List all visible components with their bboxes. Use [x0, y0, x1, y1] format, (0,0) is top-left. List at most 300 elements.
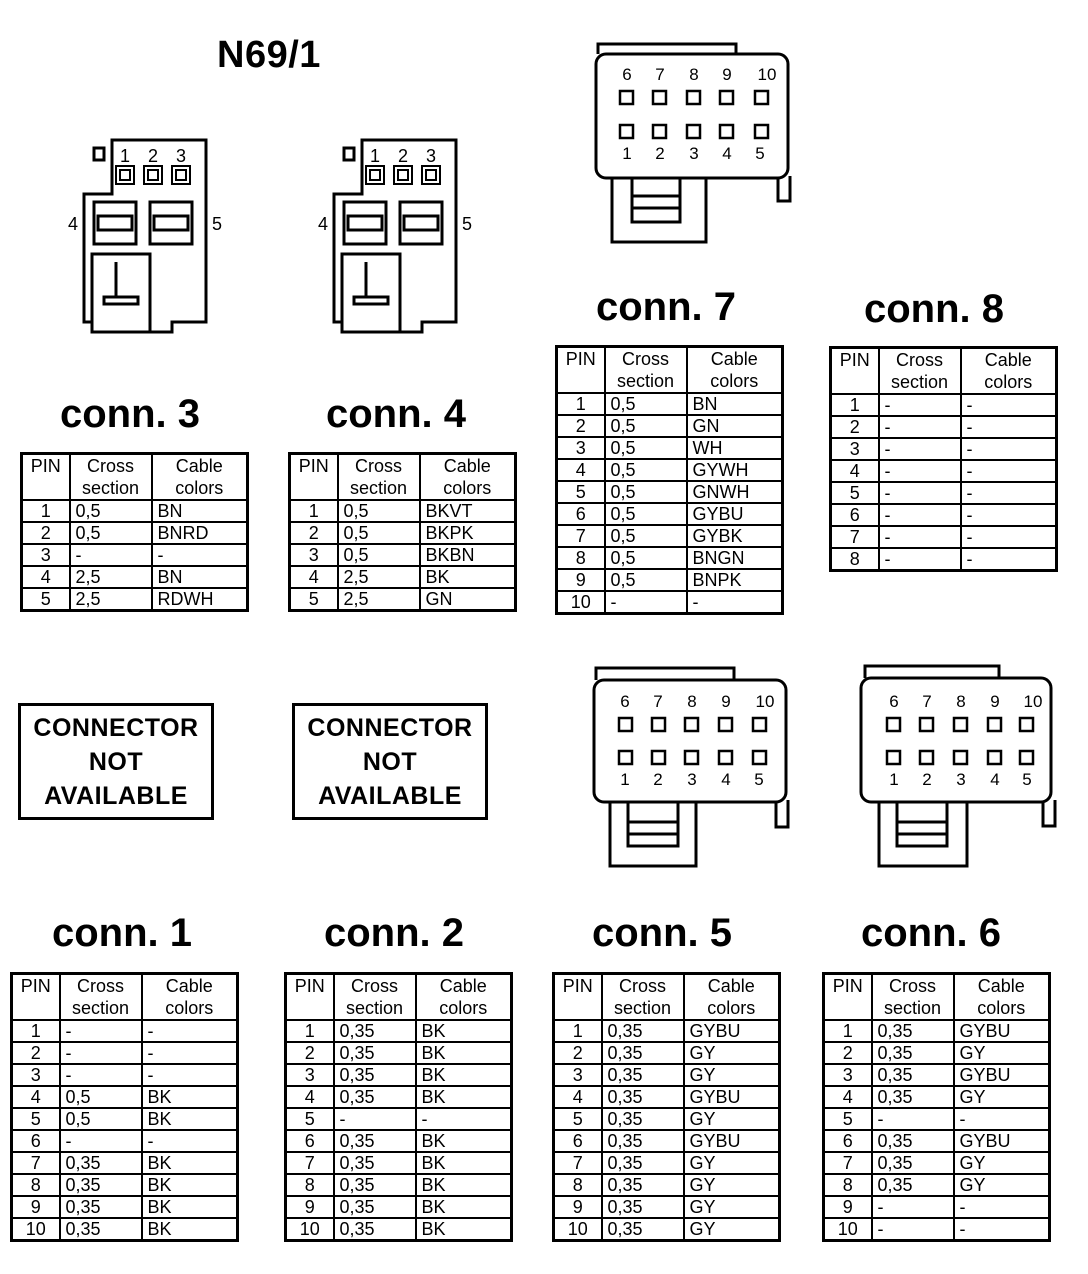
- table-row: [554, 1196, 780, 1218]
- pin-number-cell: 3: [824, 1064, 872, 1086]
- cable-colors-header: Cable colors: [687, 347, 783, 394]
- pin-number-cell: 1: [554, 1020, 602, 1042]
- table-row: [824, 1174, 1050, 1196]
- cross-section-cell: 0,35: [334, 1086, 416, 1108]
- table-row: [831, 460, 1057, 482]
- pin-number-cell: 10: [557, 591, 605, 614]
- cross-section-header: Cross section: [879, 348, 961, 395]
- cable-color-cell: GY: [954, 1086, 1050, 1108]
- cable-color-cell: GYBU: [684, 1130, 780, 1152]
- cable-color-cell: BK: [142, 1218, 238, 1241]
- cable-color-cell: BK: [420, 566, 516, 588]
- pin-label: 10: [1023, 692, 1043, 711]
- table-row: [557, 393, 783, 415]
- cross-section-cell: -: [879, 460, 961, 482]
- cross-section-cell: 0,5: [70, 500, 152, 522]
- cross-section-cell: 0,5: [605, 481, 687, 503]
- pin-number-cell: 1: [22, 500, 70, 522]
- table-header-row: [824, 974, 1050, 1021]
- cross-section-cell: 0,35: [334, 1042, 416, 1064]
- cable-color-cell: -: [142, 1130, 238, 1152]
- cross-section-cell: 0,5: [605, 503, 687, 525]
- pin-number-cell: 4: [286, 1086, 334, 1108]
- cross-section-cell: 0,5: [605, 569, 687, 591]
- cross-section-cell: 0,35: [872, 1152, 954, 1174]
- cable-color-cell: -: [954, 1108, 1050, 1130]
- table-row: [286, 1152, 512, 1174]
- pin-number-cell: 8: [824, 1174, 872, 1196]
- conn3-pin-table: [20, 452, 249, 612]
- table-row: [554, 1020, 780, 1042]
- cable-color-cell: BN: [152, 500, 248, 522]
- table-row: [824, 1130, 1050, 1152]
- cross-section-cell: -: [879, 394, 961, 416]
- pin-label: 5: [755, 144, 765, 163]
- table-row: [12, 1152, 238, 1174]
- pin-number-cell: 7: [554, 1152, 602, 1174]
- connector-1-not-available-box: [18, 703, 214, 820]
- pin-number-cell: 8: [557, 547, 605, 569]
- table-row: [557, 525, 783, 547]
- pin-label: 3: [687, 770, 697, 789]
- pin-number-cell: 10: [12, 1218, 60, 1241]
- cable-color-cell: -: [961, 526, 1057, 548]
- pin-label: 5: [1022, 770, 1032, 789]
- table-row: [831, 438, 1057, 460]
- pin-label: 4: [990, 770, 1000, 789]
- pin-label: 3: [689, 144, 699, 163]
- cross-section-cell: 0,35: [872, 1064, 954, 1086]
- cable-color-cell: BKPK: [420, 522, 516, 544]
- pin-label: 10: [757, 65, 777, 84]
- not-available-line2: NOT: [362, 747, 418, 776]
- pin-label: 2: [147, 146, 159, 166]
- cable-color-cell: GY: [684, 1108, 780, 1130]
- cable-color-cell: BKBN: [420, 544, 516, 566]
- connector-5-drawing: [588, 662, 803, 872]
- table-row: [831, 394, 1057, 416]
- cable-color-cell: -: [687, 591, 783, 614]
- pin-number-cell: 7: [831, 526, 879, 548]
- cross-section-cell: 0,35: [602, 1196, 684, 1218]
- cross-section-header: Cross section: [338, 454, 420, 501]
- pin-label: 7: [655, 65, 665, 84]
- table-row: [557, 459, 783, 481]
- cross-section-cell: 0,35: [602, 1064, 684, 1086]
- pin-header: PIN: [554, 974, 602, 1021]
- pin-label: 4: [721, 770, 731, 789]
- cross-section-cell: 0,5: [605, 437, 687, 459]
- cross-section-cell: 0,35: [602, 1086, 684, 1108]
- pin-label: 5: [211, 214, 223, 234]
- pin-number-cell: 5: [22, 588, 70, 611]
- table-row: [290, 522, 516, 544]
- pin-number-cell: 6: [12, 1130, 60, 1152]
- cross-section-cell: -: [872, 1108, 954, 1130]
- cable-colors-header: Cable colors: [152, 454, 248, 501]
- cross-section-header: Cross section: [334, 974, 416, 1021]
- table-row: [22, 500, 248, 522]
- pin-number-cell: 8: [12, 1174, 60, 1196]
- pin-number-cell: 6: [557, 503, 605, 525]
- cross-section-cell: 0,5: [605, 459, 687, 481]
- pin-number-cell: 1: [286, 1020, 334, 1042]
- table-row: [831, 482, 1057, 504]
- table-row: [290, 588, 516, 611]
- pin-label: 7: [653, 692, 663, 711]
- pin-label: 2: [653, 770, 663, 789]
- cross-section-cell: 0,35: [872, 1020, 954, 1042]
- table-row: [12, 1108, 238, 1130]
- pin-number-cell: 3: [554, 1064, 602, 1086]
- pin-number-cell: 7: [557, 525, 605, 547]
- table-row: [557, 547, 783, 569]
- cable-color-cell: GYBU: [954, 1130, 1050, 1152]
- cross-section-cell: -: [879, 504, 961, 526]
- table-header-row: [290, 454, 516, 501]
- cross-section-cell: 0,5: [60, 1108, 142, 1130]
- not-available-line1: CONNECTOR: [33, 713, 199, 742]
- pin-label: 1: [369, 146, 381, 166]
- pin-label: 7: [922, 692, 932, 711]
- table-row: [286, 1020, 512, 1042]
- cross-section-cell: 0,35: [60, 1218, 142, 1241]
- table-row: [22, 588, 248, 611]
- table-row: [824, 1086, 1050, 1108]
- table-row: [290, 544, 516, 566]
- pin-number-cell: 1: [824, 1020, 872, 1042]
- pin-label: 8: [687, 692, 697, 711]
- table-row: [557, 481, 783, 503]
- pin-label: 5: [754, 770, 764, 789]
- cross-section-cell: 0,35: [334, 1020, 416, 1042]
- pin-label: 1: [620, 770, 630, 789]
- pin-number-cell: 2: [824, 1042, 872, 1064]
- table-row: [824, 1064, 1050, 1086]
- pin-number-cell: 2: [12, 1042, 60, 1064]
- table-header-row: [12, 974, 238, 1021]
- cross-section-header: Cross section: [70, 454, 152, 501]
- not-available-line3: AVAILABLE: [318, 781, 462, 810]
- conn5-title: conn. 5: [592, 911, 733, 955]
- pin-number-cell: 8: [286, 1174, 334, 1196]
- table-header-row: [557, 347, 783, 394]
- cable-color-cell: BK: [416, 1064, 512, 1086]
- pin-number-cell: 2: [290, 522, 338, 544]
- conn7-title: conn. 7: [596, 285, 737, 329]
- cable-color-cell: -: [961, 394, 1057, 416]
- pin-number-cell: 4: [557, 459, 605, 481]
- table-row: [554, 1218, 780, 1241]
- table-row: [12, 1042, 238, 1064]
- cross-section-cell: 0,35: [334, 1130, 416, 1152]
- not-available-line2: NOT: [88, 747, 144, 776]
- pin-number-cell: 10: [554, 1218, 602, 1241]
- cable-colors-header: Cable colors: [416, 974, 512, 1021]
- pin-label: 4: [317, 214, 329, 234]
- table-row: [554, 1108, 780, 1130]
- connector-3-drawing: [60, 132, 240, 342]
- pin-header: PIN: [12, 974, 60, 1021]
- pin-label: 4: [67, 214, 79, 234]
- cross-section-cell: 0,35: [602, 1020, 684, 1042]
- cross-section-cell: 0,35: [872, 1086, 954, 1108]
- cross-section-cell: 0,35: [602, 1130, 684, 1152]
- cable-color-cell: GY: [684, 1064, 780, 1086]
- pin-number-cell: 7: [286, 1152, 334, 1174]
- table-header-row: [286, 974, 512, 1021]
- cross-section-cell: -: [872, 1218, 954, 1241]
- cable-color-cell: GYBU: [954, 1064, 1050, 1086]
- cable-color-cell: BK: [416, 1174, 512, 1196]
- pin-number-cell: 9: [554, 1196, 602, 1218]
- pin-header: PIN: [22, 454, 70, 501]
- pin-label: 6: [620, 692, 630, 711]
- cross-section-cell: 0,5: [338, 544, 420, 566]
- pin-number-cell: 3: [12, 1064, 60, 1086]
- cross-section-cell: 2,5: [70, 566, 152, 588]
- table-row: [286, 1064, 512, 1086]
- cross-section-cell: 2,5: [338, 588, 420, 611]
- table-row: [12, 1020, 238, 1042]
- cable-color-cell: -: [961, 438, 1057, 460]
- pin-label: 1: [889, 770, 899, 789]
- cross-section-cell: 0,35: [60, 1152, 142, 1174]
- cable-color-cell: BK: [416, 1152, 512, 1174]
- page-title: N69/1: [217, 34, 321, 76]
- pin-number-cell: 6: [824, 1130, 872, 1152]
- table-row: [557, 503, 783, 525]
- cable-color-cell: BNGN: [687, 547, 783, 569]
- cable-color-cell: GYBU: [954, 1020, 1050, 1042]
- table-row: [554, 1152, 780, 1174]
- table-row: [286, 1218, 512, 1241]
- pin-number-cell: 2: [554, 1042, 602, 1064]
- table-row: [286, 1196, 512, 1218]
- pin-label: 2: [922, 770, 932, 789]
- table-row: [831, 504, 1057, 526]
- cable-colors-header: Cable colors: [142, 974, 238, 1021]
- cross-section-cell: 0,5: [70, 522, 152, 544]
- pin-number-cell: 1: [290, 500, 338, 522]
- cable-color-cell: GY: [684, 1174, 780, 1196]
- cross-section-cell: 2,5: [338, 566, 420, 588]
- cable-color-cell: GY: [684, 1218, 780, 1241]
- cross-section-cell: -: [879, 526, 961, 548]
- table-row: [824, 1020, 1050, 1042]
- cross-section-cell: 0,35: [334, 1152, 416, 1174]
- pin-label: 1: [622, 144, 632, 163]
- table-header-row: [22, 454, 248, 501]
- pin-number-cell: 6: [286, 1130, 334, 1152]
- pin-number-cell: 9: [12, 1196, 60, 1218]
- conn6-title: conn. 6: [861, 911, 1002, 955]
- pin-number-cell: 8: [831, 548, 879, 571]
- pin-header: PIN: [557, 347, 605, 394]
- conn7-pin-table: [555, 345, 784, 615]
- cable-color-cell: BK: [142, 1086, 238, 1108]
- cross-section-header: Cross section: [872, 974, 954, 1021]
- pin-number-cell: 9: [824, 1196, 872, 1218]
- connector-2-not-available-box: [292, 703, 488, 820]
- cable-color-cell: BNRD: [152, 522, 248, 544]
- conn2-title: conn. 2: [324, 911, 465, 955]
- cross-section-cell: -: [60, 1130, 142, 1152]
- cross-section-cell: -: [879, 416, 961, 438]
- not-available-line1: CONNECTOR: [307, 713, 473, 742]
- cross-section-header: Cross section: [605, 347, 687, 394]
- conn4-pin-table: [288, 452, 517, 612]
- pin-number-cell: 7: [824, 1152, 872, 1174]
- pin-number-cell: 5: [831, 482, 879, 504]
- cable-color-cell: BK: [416, 1086, 512, 1108]
- cable-color-cell: -: [961, 504, 1057, 526]
- cable-color-cell: -: [961, 416, 1057, 438]
- pin-number-cell: 1: [12, 1020, 60, 1042]
- cable-color-cell: BK: [416, 1130, 512, 1152]
- connector-7-drawing: [590, 36, 805, 246]
- cable-color-cell: -: [142, 1020, 238, 1042]
- table-row: [290, 566, 516, 588]
- table-row: [12, 1086, 238, 1108]
- cable-color-cell: GY: [954, 1174, 1050, 1196]
- table-row: [557, 591, 783, 614]
- pin-label: 9: [722, 65, 732, 84]
- cable-color-cell: -: [142, 1064, 238, 1086]
- table-row: [12, 1174, 238, 1196]
- pin-number-cell: 1: [831, 394, 879, 416]
- table-row: [12, 1130, 238, 1152]
- pin-number-cell: 9: [286, 1196, 334, 1218]
- pin-number-cell: 4: [290, 566, 338, 588]
- table-row: [554, 1064, 780, 1086]
- connector-6-drawing: [857, 658, 1072, 870]
- cable-colors-header: Cable colors: [961, 348, 1057, 395]
- cross-section-cell: -: [605, 591, 687, 614]
- cross-section-cell: 0,5: [338, 522, 420, 544]
- table-row: [824, 1218, 1050, 1241]
- pin-label: 1: [119, 146, 131, 166]
- cable-color-cell: -: [961, 548, 1057, 571]
- cross-section-cell: 0,35: [334, 1218, 416, 1241]
- cable-color-cell: BN: [687, 393, 783, 415]
- cable-color-cell: GYBU: [687, 503, 783, 525]
- cable-color-cell: -: [954, 1218, 1050, 1241]
- cross-section-header: Cross section: [60, 974, 142, 1021]
- cable-color-cell: -: [961, 460, 1057, 482]
- cable-color-cell: -: [954, 1196, 1050, 1218]
- pin-header: PIN: [290, 454, 338, 501]
- table-row: [12, 1218, 238, 1241]
- cable-color-cell: BN: [152, 566, 248, 588]
- not-available-line3: AVAILABLE: [44, 781, 188, 810]
- cross-section-cell: -: [60, 1020, 142, 1042]
- cable-color-cell: GY: [684, 1196, 780, 1218]
- pin-label: 8: [956, 692, 966, 711]
- pin-label: 4: [722, 144, 732, 163]
- cross-section-cell: 0,35: [872, 1130, 954, 1152]
- pin-number-cell: 7: [12, 1152, 60, 1174]
- pin-number-cell: 10: [286, 1218, 334, 1241]
- pin-number-cell: 5: [554, 1108, 602, 1130]
- pin-number-cell: 5: [824, 1108, 872, 1130]
- pin-label: 2: [397, 146, 409, 166]
- table-row: [286, 1086, 512, 1108]
- cross-section-cell: 0,35: [602, 1108, 684, 1130]
- table-row: [824, 1196, 1050, 1218]
- cross-section-cell: 0,35: [602, 1152, 684, 1174]
- cross-section-cell: 0,35: [872, 1174, 954, 1196]
- conn4-title: conn. 4: [326, 392, 467, 436]
- table-row: [290, 500, 516, 522]
- pin-header: PIN: [824, 974, 872, 1021]
- cross-section-header: Cross section: [602, 974, 684, 1021]
- pin-label: 5: [461, 214, 473, 234]
- cable-color-cell: GYBU: [684, 1020, 780, 1042]
- cross-section-cell: 0,35: [334, 1064, 416, 1086]
- cross-section-cell: 0,5: [605, 525, 687, 547]
- pin-number-cell: 6: [554, 1130, 602, 1152]
- cable-color-cell: BK: [416, 1196, 512, 1218]
- cable-color-cell: -: [152, 544, 248, 566]
- cross-section-cell: 0,5: [605, 393, 687, 415]
- cross-section-cell: -: [70, 544, 152, 566]
- table-row: [557, 437, 783, 459]
- table-row: [557, 569, 783, 591]
- cable-color-cell: GY: [684, 1042, 780, 1064]
- pin-number-cell: 5: [290, 588, 338, 611]
- table-row: [554, 1130, 780, 1152]
- cross-section-cell: -: [334, 1108, 416, 1130]
- table-row: [824, 1042, 1050, 1064]
- pin-number-cell: 6: [831, 504, 879, 526]
- table-header-row: [831, 348, 1057, 395]
- cable-color-cell: -: [416, 1108, 512, 1130]
- cross-section-cell: 0,35: [602, 1042, 684, 1064]
- pin-label: 9: [990, 692, 1000, 711]
- cable-colors-header: Cable colors: [954, 974, 1050, 1021]
- pin-number-cell: 2: [557, 415, 605, 437]
- conn2-pin-table: [284, 972, 513, 1242]
- cross-section-cell: 0,35: [60, 1196, 142, 1218]
- table-row: [286, 1108, 512, 1130]
- cable-color-cell: BK: [142, 1174, 238, 1196]
- pin-number-cell: 3: [22, 544, 70, 566]
- pin-label: 6: [889, 692, 899, 711]
- table-row: [831, 416, 1057, 438]
- pin-label: 2: [655, 144, 665, 163]
- pin-number-cell: 10: [824, 1218, 872, 1241]
- cross-section-cell: -: [879, 548, 961, 571]
- cable-color-cell: BK: [142, 1108, 238, 1130]
- table-row: [22, 522, 248, 544]
- pin-label: 3: [175, 146, 187, 166]
- table-row: [12, 1064, 238, 1086]
- cross-section-cell: 0,5: [60, 1086, 142, 1108]
- cross-section-cell: 0,35: [334, 1174, 416, 1196]
- cable-colors-header: Cable colors: [420, 454, 516, 501]
- conn8-title: conn. 8: [864, 287, 1005, 331]
- cable-color-cell: GN: [687, 415, 783, 437]
- cable-color-cell: GYBK: [687, 525, 783, 547]
- cross-section-cell: 0,35: [60, 1174, 142, 1196]
- cross-section-cell: 0,5: [605, 415, 687, 437]
- table-header-row: [554, 974, 780, 1021]
- cable-color-cell: GY: [954, 1042, 1050, 1064]
- pin-number-cell: 4: [554, 1086, 602, 1108]
- table-row: [286, 1130, 512, 1152]
- cross-section-cell: -: [872, 1196, 954, 1218]
